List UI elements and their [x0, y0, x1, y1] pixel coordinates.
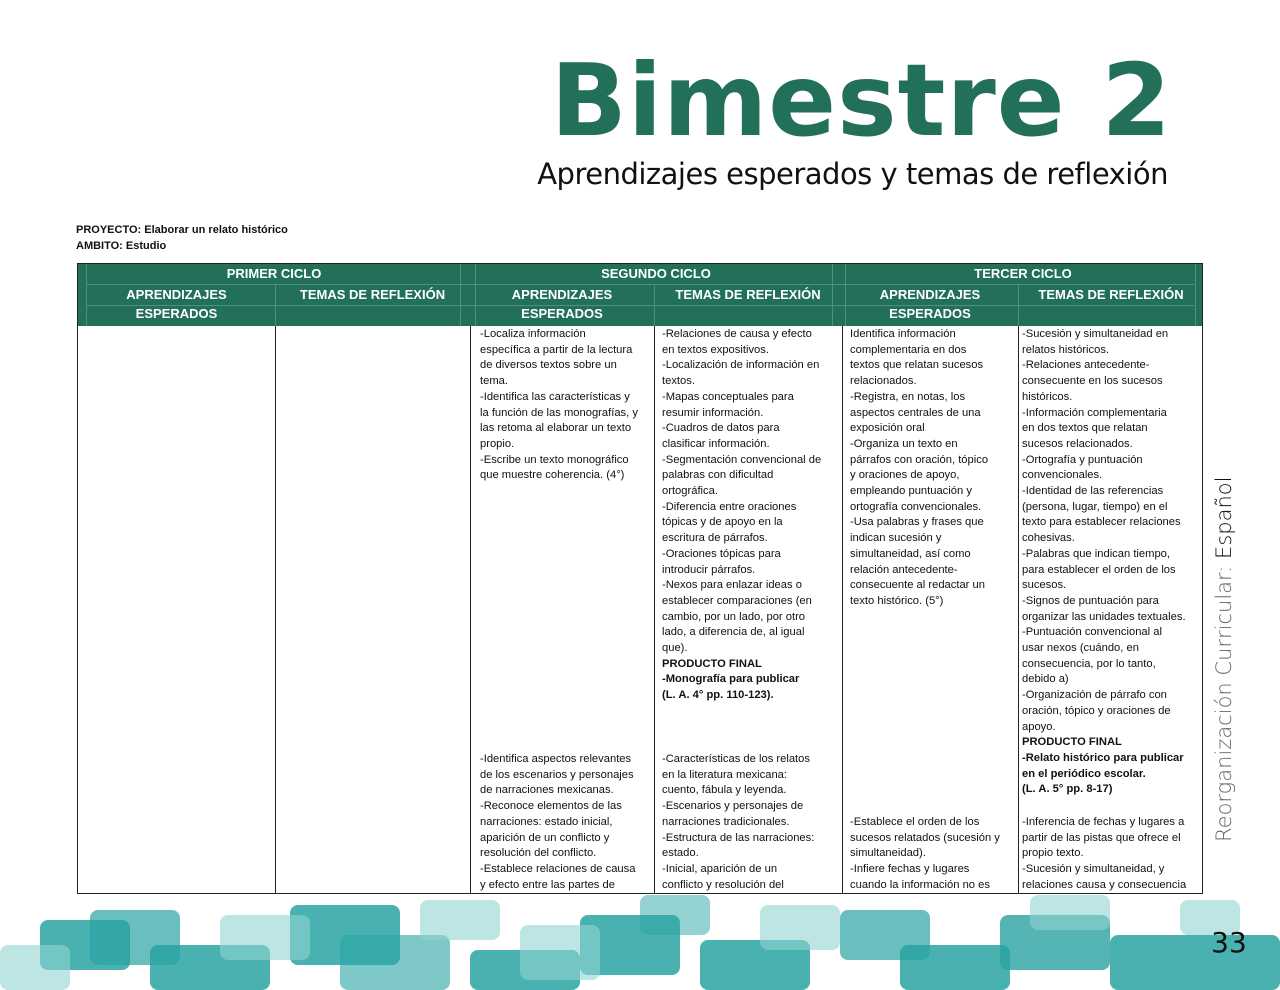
text-line: resumir información.: [662, 406, 764, 419]
text-line: -Escenarios y personajes de: [662, 800, 804, 813]
text-line: (L. A. 5° pp. 8-17): [1022, 783, 1113, 796]
text-line: sucesos.: [1022, 579, 1067, 592]
text-line: -Organiza un texto en: [850, 437, 958, 450]
col-header-aprendizajes-1: APRENDIZAJES: [126, 287, 227, 302]
side-label-subject: Español: [1212, 476, 1236, 559]
tercer-temas-cell-2: [1022, 815, 1194, 894]
text-line: -Estructura de las narraciones:: [662, 831, 815, 844]
column-divider: [654, 326, 655, 893]
text-line: -Establece el orden de los: [850, 816, 980, 828]
text-line: párrafos con oración, tópico: [850, 453, 989, 466]
table-header: [78, 264, 1202, 326]
text-line: -Identifica aspectos relevantes: [480, 753, 632, 765]
tercer-aprendizajes-cell: [850, 327, 1004, 610]
text-line: empleando puntuación y: [850, 485, 972, 498]
text-line: -Relaciones de causa y efecto: [662, 328, 812, 340]
text-line: simultaneidad, así como: [850, 547, 971, 560]
text-line: oración, tópico y oraciones de: [1022, 704, 1171, 717]
text-line: -Características de los relatos: [662, 753, 810, 765]
text-line: lado, a diferencia de, al igual: [662, 626, 805, 639]
col-header-temas-1: TEMAS DE REFLEXIÓN: [299, 287, 446, 302]
text-line: -Reconoce elementos de las: [480, 800, 622, 813]
text-line: relaciones causa y consecuencia: [1022, 878, 1187, 891]
text-line: -Sucesión y simultaneidad, y: [1022, 863, 1165, 876]
text-line: -Identidad de las referencias: [1022, 485, 1164, 498]
column-divider: [1018, 326, 1019, 893]
text-line: introducir párrafos.: [662, 563, 756, 576]
side-label: [1212, 477, 1236, 842]
text-line: en textos expositivos.: [662, 343, 769, 356]
column-divider: [275, 326, 276, 893]
page-number: 33: [1211, 926, 1247, 959]
text-line: simultaneidad).: [850, 847, 926, 860]
text-line: en la literatura mexicana:: [662, 768, 787, 781]
text-line: (persona, lugar, tiempo) en el: [1022, 500, 1168, 513]
text-line: -Monografía para publicar: [662, 673, 800, 686]
segundo-aprendizajes-cell: [480, 327, 646, 484]
text-line: conflicto y resolución del: [662, 878, 784, 891]
text-line: de diversos textos sobre un: [480, 359, 617, 372]
text-line: propio.: [480, 437, 515, 450]
page-title: Bimestre 2: [550, 42, 1172, 159]
text-line: partir de las pistas que ofrece el: [1022, 831, 1181, 844]
text-line: -Inferencia de fechas y lugares a: [1022, 816, 1185, 828]
text-line: cohesivas.: [1022, 532, 1075, 545]
text-line: -Relato histórico para publicar: [1022, 751, 1184, 764]
text-line: en el periódico escolar.: [1022, 767, 1146, 780]
text-line: -Inicial, aparición de un: [662, 862, 778, 875]
text-line: -Establece relaciones de causa: [480, 862, 636, 875]
text-line: consecuente al redactar un: [850, 579, 985, 592]
text-line: -Palabras que indican tiempo,: [1022, 547, 1171, 560]
text-line: texto histórico. (5°): [850, 594, 944, 607]
text-line: de los escenarios y personajes: [480, 768, 634, 781]
segundo-temas-cell-2: [662, 752, 832, 893]
text-line: -Localización de información en: [662, 359, 820, 372]
text-line: -Relaciones antecedente-: [1022, 359, 1150, 372]
column-divider: [470, 326, 471, 893]
text-line: ortografía convencionales.: [850, 500, 982, 513]
tercer-temas-cell: [1022, 327, 1194, 798]
text-line: exposición oral: [850, 422, 925, 435]
text-line: -Localiza información: [480, 328, 586, 340]
text-line: propio texto.: [1022, 847, 1084, 860]
text-line: tópicas y de apoyo en la: [662, 516, 783, 529]
text-line: -Infiere fechas y lugares: [850, 863, 970, 876]
text-line: históricos.: [1022, 390, 1073, 403]
decorative-tiles: [0, 890, 1280, 990]
text-line: -Usa palabras y frases que: [850, 516, 984, 529]
text-line: sucesos relatados (sucesión y: [850, 831, 1000, 844]
text-line: complementaria en dos: [850, 343, 967, 356]
text-line: de narraciones mexicanas.: [480, 784, 614, 797]
text-line: organizar las unidades textuales.: [1022, 610, 1186, 623]
text-line: cuando la información no es: [850, 878, 990, 891]
text-line: -Identifica las características y: [480, 390, 630, 403]
text-line: -Mapas conceptuales para: [662, 390, 794, 403]
text-line: -Cuadros de datos para: [662, 422, 780, 435]
tercer-producto-final: [1022, 735, 1194, 798]
col-header-temas-2: TEMAS DE REFLEXIÓN: [675, 287, 821, 302]
text-line: -Información complementaria: [1022, 406, 1167, 419]
text-line: consecuente en los sucesos: [1022, 375, 1163, 388]
cycle-header-primer: PRIMER CICLO: [226, 266, 322, 281]
text-line: (L. A. 4° pp. 110-123).: [662, 689, 774, 702]
text-line: PRODUCTO FINAL: [1022, 736, 1122, 749]
segundo-producto-final: [662, 657, 832, 704]
text-line: establecer comparaciones (en: [662, 594, 812, 607]
side-label-light: Reorganización Curricular:: [1212, 558, 1236, 842]
col-header-aprendizajes-2: APRENDIZAJES: [511, 287, 613, 302]
text-line: -Puntuación convencional al: [1022, 626, 1162, 639]
text-line: estado.: [662, 847, 699, 860]
text-line: y oraciones de apoyo,: [850, 469, 960, 482]
text-line: para establecer el orden de los: [1022, 563, 1176, 576]
text-line: relacionados.: [850, 375, 917, 388]
text-line: que muestre coherencia. (4°): [480, 469, 625, 482]
text-line: usar nexos (cuándo, en: [1022, 642, 1139, 655]
col-header-temas-3: TEMAS DE REFLEXIÓN: [1038, 287, 1184, 302]
project-label: PROYECTO: Elaborar un relato histórico: [76, 224, 288, 236]
col-header-esperados-3: ESPERADOS: [889, 306, 971, 321]
text-line: que).: [662, 642, 688, 655]
tercer-aprendizajes-cell-2: [850, 815, 1004, 894]
text-line: y efecto entre las partes de: [480, 878, 615, 891]
text-line: ortográfica.: [662, 485, 718, 498]
text-line: textos.: [662, 375, 695, 388]
text-line: -Diferencia entre oraciones: [662, 500, 797, 513]
segundo-temas-cell: [662, 327, 832, 704]
text-line: -Sucesión y simultaneidad en: [1022, 328, 1169, 340]
text-line: narraciones: estado inicial,: [480, 815, 613, 828]
text-line: PRODUCTO FINAL: [662, 657, 762, 670]
text-line: -Ortografía y puntuación: [1022, 453, 1143, 466]
text-line: -Registra, en notas, los: [850, 390, 966, 403]
text-line: apoyo.: [1022, 720, 1056, 733]
text-line: sucesos relacionados.: [1022, 437, 1133, 450]
text-line: consecuencia, por lo tanto,: [1022, 657, 1156, 670]
ambito-label: AMBITO: Estudio: [76, 240, 167, 252]
text-line: debido a): [1022, 673, 1069, 686]
text-line: -Nexos para enlazar ideas o: [662, 579, 802, 592]
segundo-aprendizajes-cell-2: [480, 752, 646, 893]
text-line: en dos textos que relatan: [1022, 422, 1148, 435]
text-line: texto para establecer relaciones: [1022, 516, 1181, 529]
text-line: -Oraciones tópicas para: [662, 547, 781, 560]
column-divider: [842, 326, 843, 893]
text-line: cambio, por un lado, por otro: [662, 610, 806, 623]
text-line: resolución del conflicto.: [480, 847, 597, 860]
text-line: específica a partir de la lectura: [480, 343, 633, 356]
cycle-header-tercer: TERCER CICLO: [974, 266, 1072, 281]
text-line: convencionales.: [1022, 469, 1103, 482]
text-line: aparición de un conflicto y: [480, 831, 610, 844]
curriculum-table: [77, 263, 1203, 894]
text-line: tema.: [480, 375, 508, 388]
text-line: -Signos de puntuación para: [1022, 594, 1159, 607]
text-line: palabras con dificultad: [662, 469, 774, 482]
cycle-header-segundo: SEGUNDO CICLO: [601, 266, 711, 281]
text-line: aspectos centrales de una: [850, 406, 981, 419]
text-line: las retoma al elaborar un texto: [480, 422, 632, 435]
text-line: clasificar información.: [662, 437, 770, 450]
text-line: indican sucesión y: [850, 532, 942, 545]
col-header-esperados-1: ESPERADOS: [135, 306, 218, 321]
text-line: cuento, fábula y leyenda.: [662, 784, 787, 797]
col-header-aprendizajes-3: APRENDIZAJES: [879, 287, 981, 302]
page-subtitle: Aprendizajes esperados y temas de reflexión: [537, 157, 1168, 191]
text-line: -Segmentación convencional de: [662, 453, 822, 466]
text-line: relación antecedente-: [850, 563, 958, 576]
text-line: -Organización de párrafo con: [1022, 689, 1167, 702]
text-line: Identifica información: [850, 328, 956, 340]
text-line: relatos históricos.: [1022, 343, 1110, 356]
col-header-esperados-2: ESPERADOS: [521, 306, 603, 321]
text-line: narraciones tradicionales.: [662, 815, 790, 828]
text-line: escritura de párrafos.: [662, 532, 768, 545]
text-line: textos que relatan sucesos: [850, 359, 984, 372]
text-line: la función de las monografías, y: [480, 406, 638, 419]
text-line: -Escribe un texto monográfico: [480, 453, 629, 466]
